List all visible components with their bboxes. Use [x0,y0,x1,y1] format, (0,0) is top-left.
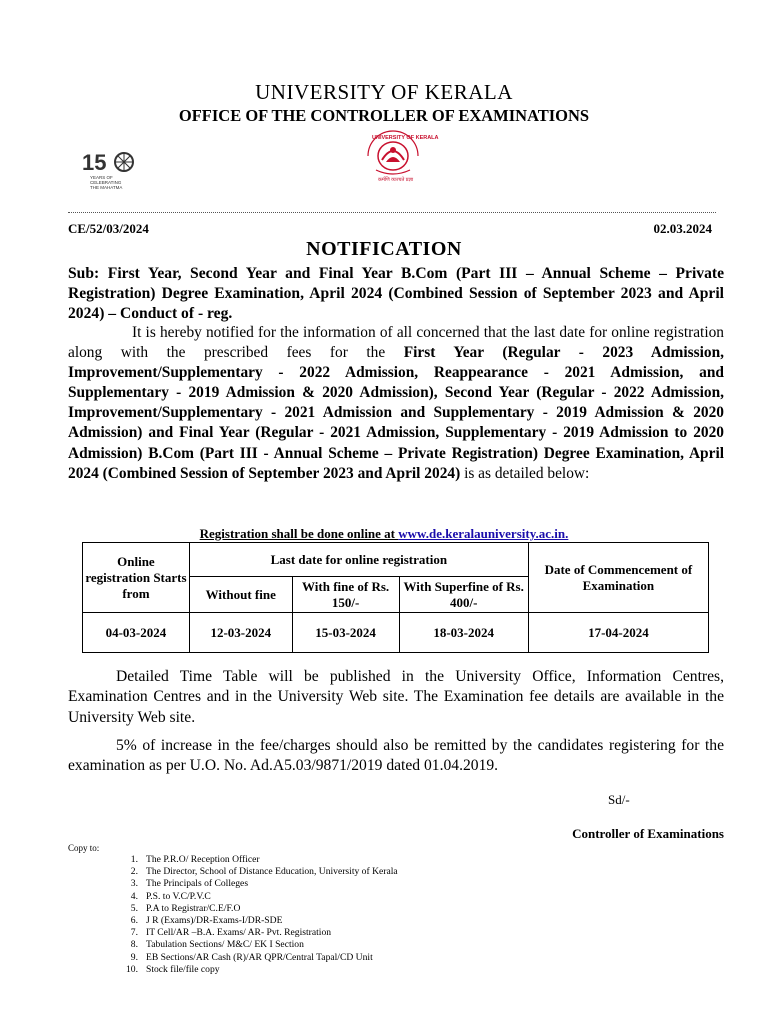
list-item [120,878,398,890]
reference-number: CE/52/03/2024 [68,221,149,236]
list-item [120,952,398,964]
list-item [120,854,398,866]
list-item [120,927,398,939]
list-item-number: 10. [126,963,138,975]
list-item-number: 3. [130,878,138,890]
signatory: Controller of Examinations [572,826,724,841]
registration-link[interactable]: www.de.keralauniversity.ac.in. [398,526,569,541]
list-item-number: 1. [130,854,138,865]
copy-to-label: Copy to: [68,843,100,853]
list-item [120,964,398,976]
header-fine: With fine of Rs. 150/- [292,577,399,613]
timetable-paragraph [68,667,724,728]
svg-text:UNIVERSITY OF KERALA: UNIVERSITY OF KERALA [372,135,439,141]
office-name: OFFICE OF THE CONTROLLER OF EXAMINATIONS [178,106,590,125]
header-commencement: Date of Commencement of Examination [528,543,708,613]
fee-text: 5% of increase in the fee/charges should also be remitted by the candidates registering for the examination as per U.O. No. Ad.A5.03/9871/2019 dated 01.04.2019. [68,737,724,775]
list-item-number: 8. [130,939,138,951]
gandhi-150-logo [80,146,144,196]
header-without-fine: Without fine [189,577,292,613]
body-intro: It is hereby notified for the information of all concerned that the last date for online registration along with the prescribed fees for the [68,324,724,362]
copy-to-list [120,854,398,976]
notification-date: 02.03.2024 [653,221,712,236]
body-bold-courses: First Year (Regular - 2023 Admission, Improvement/Supplementary - 2022 Admission, Reappearance - 2021 Admission, and Supplementary - 2019 Admission & 2020 Admission), Second Year (Regular - 2022 Admission, Improvement/Supplementary - 2021 Admission and Supplementary - 2019 Admission & 2020 Admission) and Final Year (Regular - 2021 Admission, Supplementary - 2019 Admission to 2020 Admission) B.Com (Part III - Annual Scheme – Private Registration) Degree Examination, April 2024 (Combined Session of September 2023 and April 2024) [68,344,724,482]
cell-commencement: 17-04-2024 [528,613,708,653]
schedule-table [82,542,709,653]
subject-line: Sub: First Year, Second Year and Final Year B.Com (Part III – Annual Scheme – Private Registration) Degree Examination, April 2024 (Combined Session of September 2023 and April 2024) – Conduct of - reg. [68,265,724,322]
header-divider [68,212,716,213]
list-item-text: Stock file/file copy [146,963,220,975]
cell-without-fine: 12-03-2024 [189,613,292,653]
header-superfine: With Superfine of Rs. 400/- [399,577,528,613]
fee-paragraph [68,736,724,777]
list-item-text: Tabulation Sections/ M&C/ EK I Section [146,939,304,951]
cell-start: 04-03-2024 [83,613,190,653]
header-start: Online registration Starts from [83,543,190,613]
svg-text:THE MAHATMA: THE MAHATMA [90,185,123,190]
list-item-text: EB Sections/AR Cash (R)/AR QPR/Central Tapal/CD Unit [146,951,373,963]
list-item-text: The Principals of Colleges [146,878,249,890]
registration-prefix: Registration shall be done online at [199,526,399,541]
notification-title: NOTIFICATION [306,238,462,260]
list-item [120,866,398,878]
svg-text:YEARS OF: YEARS OF [90,175,113,180]
header-last-date: Last date for online registration [189,543,528,577]
cell-superfine: 18-03-2024 [399,613,528,653]
list-item-text: P.S. to V.C/P.V.C [146,890,211,902]
signature: Sd/- [608,792,630,807]
list-item [120,939,398,951]
body-paragraph [68,323,724,484]
list-item-text: J R (Exams)/DR-Exams-I/DR-SDE [146,915,283,927]
list-item [120,891,398,903]
list-item-text: P.A to Registrar/C.E/F.O [146,902,241,914]
svg-text:कर्मणि व्यज्यते प्रज्ञा: कर्मणि व्यज्यते प्रज्ञा [378,177,414,183]
body-tail: is as detailed below: [460,464,590,482]
list-item [120,903,398,915]
list-item [120,915,398,927]
cell-fine: 15-03-2024 [292,613,399,653]
svg-text:15: 15 [82,150,107,175]
list-item-number: 7. [130,927,138,939]
timetable-text: Detailed Time Table will be published in the University Office, Information Centres, Examination Centres and in the University Web site. The Examination fee details are available in the University Web site. [68,668,724,726]
list-item-text: IT Cell/AR –B.A. Exams/ AR- Pvt. Registration [146,927,332,939]
table-row [83,613,709,653]
registration-note [0,526,768,542]
list-item-number: 5. [130,902,138,914]
list-item-number: 4. [130,890,138,902]
university-name: UNIVERSITY OF KERALA [255,80,513,104]
list-item-text: The Director, School of Distance Education, University of Kerala [146,866,398,878]
list-item-text: The P.R.O/ Reception Officer [146,854,260,865]
list-item-number: 9. [130,951,138,963]
list-item-number: 6. [130,915,138,927]
svg-text:CELEBRATING: CELEBRATING [90,180,122,185]
university-seal-logo [356,126,439,184]
list-item-number: 2. [130,866,138,878]
